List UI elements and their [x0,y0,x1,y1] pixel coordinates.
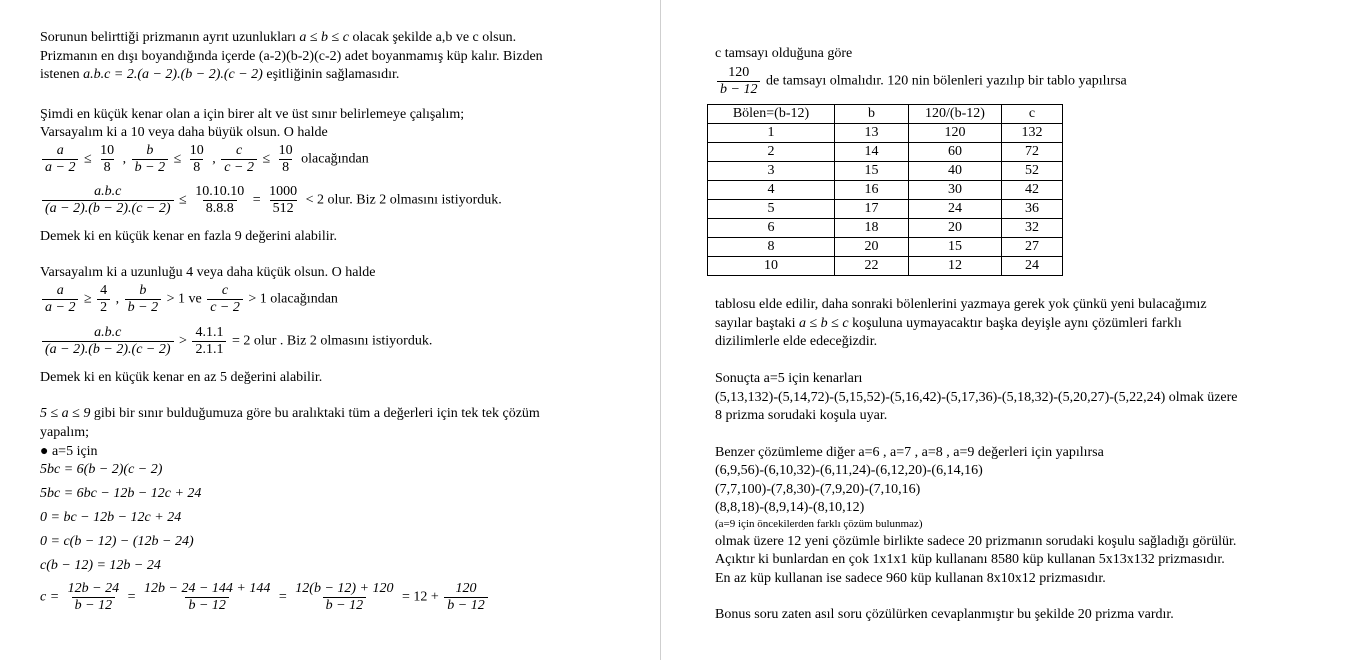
table-cell: 5 [708,200,835,219]
text-line [40,405,540,422]
table-cell: 132 [1002,124,1063,143]
text-line: (8,8,18)-(8,9,14)-(8,10,12) [715,500,865,515]
text-line: tablosu elde edilir, daha sonraki bölenlerini yazmaya gerek yok çünkü yeni bulacağımız [715,297,1207,312]
divisor-table [707,104,1063,276]
bound-formula: $\frac{a.b.c}{(a - 2).(b - 2).(c - 2)}$ > $\frac{4.1.1}{2.1.1}$ = 2 olur . Biz 2 olmasını istiyorduk. [40,325,432,358]
table-cell: 13 [835,124,909,143]
table-cell: 10 [708,257,835,276]
table-cell: 27 [1002,238,1063,257]
text-line [715,315,1182,332]
text-line: Prizmanın en dışı boyandığında içerde (a-2)(b-2)(c-2) adet boyanmamış küp kalır. Bizden [40,49,543,64]
text: olacak şekilde a,b ve c olsun. [352,30,517,45]
table-header: Bölen=(b-12) [708,105,835,124]
bound-formula: $\frac{a.b.c}{(a - 2).(b - 2).(c - 2)}$ ≤ $\frac{10.10.10}{8.8.8}$ = $\frac{1000}{512}$ < 2 olur. Biz 2 olmasını istiyorduk. [40,184,502,217]
table-header: b [835,105,909,124]
text: < 2 olur. Biz 2 olmasını istiyorduk. [305,192,502,208]
fraction: $\frac{4.1.1}{2.1.1}$ [192,325,226,358]
text: gibi bir sınır bulduğumuza göre bu aralıktaki tüm a değerleri için tek tek çözüm [93,406,540,421]
table-cell: 17 [835,200,909,219]
fraction: $\frac{a.b.c}{(a - 2).(b - 2).(c - 2)}$ [42,184,174,217]
equation: 5bc = 6(b − 2)(c − 2) [40,462,163,477]
table-cell: 36 [1002,200,1063,219]
text-line: c tamsayı olduğuna göre [715,46,853,61]
fraction: $\frac{10}{8}$ [278,143,293,175]
text: > 1 ve [166,291,202,307]
text: olacağından [301,151,369,167]
text-line: olmak üzere 12 yeni çözümle birlikte sadece 20 prizmanın sorudaki koşulu sağladığı görülür. [715,534,1237,549]
fraction: $\frac{10.10.10}{8.8.8}$ [195,184,245,216]
text-line: Varsayalım ki a uzunluğu 4 veya daha küçük olsun. O halde [40,265,376,280]
text-line: Varsayalım ki a 10 veya daha büyük olsun. O halde [40,125,328,140]
text-line: Benzer çözümleme diğer a=6 , a=7 , a=8 , a=9 değerleri için yapılırsa [715,445,1104,460]
table-row [708,200,1063,219]
table-cell: 52 [1002,162,1063,181]
table-cell: 40 [909,162,1002,181]
text: = 2 olur . Biz 2 olmasını istiyorduk. [231,333,433,349]
fraction: $\frac{120}{b - 12}$ [444,581,487,614]
fraction: $\frac{10}{8}$ [100,143,115,175]
text-line: Açıktır ki bunlardan en çok 1x1x1 küp kullananı 8580 küp kullanan 5x13x132 prizmasıdır. [715,552,1225,567]
text-line: Demek ki en küçük kenar en fazla 9 değerini alabilir. [40,229,337,244]
math-inline: a.b.c = 2.(a − 2).(b − 2).(c − 2) [83,67,263,82]
table-row [708,181,1063,200]
table-cell: 20 [835,238,909,257]
text-line: Şimdi en küçük kenar olan a için birer alt ve üst sınır belirlemeye çalışalım; [40,107,465,122]
table-cell: 24 [1002,257,1063,276]
table-row [708,219,1063,238]
table-row [708,124,1063,143]
table-row [708,238,1063,257]
table-cell: 12 [909,257,1002,276]
table-row [708,143,1063,162]
table-cell: 22 [835,257,909,276]
page-divider [660,0,661,660]
fraction: $\frac{b}{b - 2}$ [132,143,168,176]
table-cell: 3 [708,162,835,181]
text: de tamsayı olmalıdır. 120 nin bölenleri yazılıp bir tablo yapılırsa [765,73,1127,89]
text-line: (6,9,56)-(6,10,32)-(6,11,24)-(6,12,20)-(6,14,16) [715,463,983,478]
table-cell: 72 [1002,143,1063,162]
table-cell: 14 [835,143,909,162]
text: eşitliğinin sağlamasıdır. [266,67,400,82]
text: = 12 + [402,589,439,605]
fraction: $\frac{1000}{512}$ [269,184,298,216]
table-cell: 15 [909,238,1002,257]
table-row [708,257,1063,276]
text-line: dizilimlerle elde edeceğizdir. [715,334,878,349]
table-cell: 8 [708,238,835,257]
final-equation: c = $\frac{12b - 24}{b - 12}$ = $\frac{12b - 24 - 144 + 144}{b - 12}$ = $\frac{12(b - 12) + 120}{b - 12}$ = 12 + $\frac{120}{b - 12}$ [40,581,490,614]
table-cell: 2 [708,143,835,162]
text-line: yapalım; [40,425,89,440]
fraction: $\frac{12b - 24 - 144 + 144}{b - 12}$ [144,581,271,613]
fraction: $\frac{b}{b - 2}$ [125,283,161,316]
text-line: Bonus soru zaten asıl soru çözülürken cevaplanmıştır bu şekilde 20 prizma vardır. [715,607,1174,622]
note-line: (a=9 için öncekilerden farklı çözüm bulunmaz) [715,518,923,530]
table-cell: 15 [835,162,909,181]
text: sayılar baştaki [715,316,796,331]
table-header: 120/(b-12) [909,105,1002,124]
fraction: $\frac{c}{c - 2}$ [221,143,257,176]
text-line [40,66,399,83]
table-cell: 1 [708,124,835,143]
text: Sorunun belirttiği prizmanın ayrıt uzunlukları [40,30,296,45]
fraction: $\frac{a}{a - 2}$ [42,283,78,316]
equation: 5bc = 6bc − 12b − 12c + 24 [40,486,202,501]
equation: c(b − 12) = 12b − 24 [40,558,161,573]
fraction: $\frac{c}{c - 2}$ [207,283,243,316]
equation: 0 = bc − 12b − 12c + 24 [40,510,182,525]
fraction-line [715,65,1127,98]
table-cell: 30 [909,181,1002,200]
table-header: c [1002,105,1063,124]
table-row [708,162,1063,181]
text-line: Sonuçta a=5 için kenarları [715,371,863,386]
table-header-row [708,105,1063,124]
fraction: $\frac{10}{8}$ [189,143,204,175]
fraction: $\frac{a}{a - 2}$ [42,143,78,176]
math-inline: a ≤ b ≤ c [798,316,849,331]
math-inline: a ≤ b ≤ c [299,30,349,45]
table-cell: 42 [1002,181,1063,200]
table-cell: 32 [1002,219,1063,238]
table-cell: 16 [835,181,909,200]
fraction: $\frac{12b - 24}{b - 12}$ [67,581,120,613]
text-line: En az küp kullanan ise sadece 960 küp kullanan 8x10x12 prizmasıdır. [715,571,1106,586]
text: istenen [40,67,80,82]
bullet-item: ● a=5 için [40,444,98,459]
math-inline: 5 ≤ a ≤ 9 [40,406,91,421]
text-line: (7,7,100)-(7,8,30)-(7,9,20)-(7,10,16) [715,482,921,497]
text-line: (5,13,132)-(5,14,72)-(5,15,52)-(5,16,42)-(5,17,36)-(5,18,32)-(5,20,27)-(5,22,24) olmak üzere [715,390,1238,405]
table-cell: 24 [909,200,1002,219]
text: koşuluna uymayacaktır başka deyişle aynı çözümleri farklı [852,316,1182,331]
fraction: $\frac{4}{2}$ [97,283,110,316]
text-line: Demek ki en küçük kenar en az 5 değerini alabilir. [40,370,323,385]
fraction: $\frac{12(b - 12) + 120}{b - 12}$ [295,581,394,613]
table-cell: 20 [909,219,1002,238]
table-cell: 4 [708,181,835,200]
fraction: $\frac{a.b.c}{(a - 2).(b - 2).(c - 2)}$ [42,325,174,358]
text-line: 8 prizma sorudaki koşula uyar. [715,408,888,423]
table-cell: 6 [708,219,835,238]
table-cell: 18 [835,219,909,238]
table-cell: 60 [909,143,1002,162]
inequality-formula: $\frac{a}{a - 2}$ ≤ $\frac{10}{8}$ , $\frac{b}{b - 2}$ ≤ $\frac{10}{8}$ , $\frac{c}{c - 2}$ ≤ $\frac{10}{8}$ olacağından [40,143,369,176]
equation: 0 = c(b − 12) − (12b − 24) [40,534,194,549]
fraction: $\frac{120}{b - 12}$ [717,65,760,98]
text: > 1 olacağından [248,291,338,307]
inequality-formula: $\frac{a}{a - 2}$ ≥ $\frac{4}{2}$ , $\frac{b}{b - 2}$ > 1 ve $\frac{c}{c - 2}$ > 1 olacağından [40,283,338,316]
table-cell: 120 [909,124,1002,143]
text-line [40,29,516,46]
text: c = [40,589,60,605]
